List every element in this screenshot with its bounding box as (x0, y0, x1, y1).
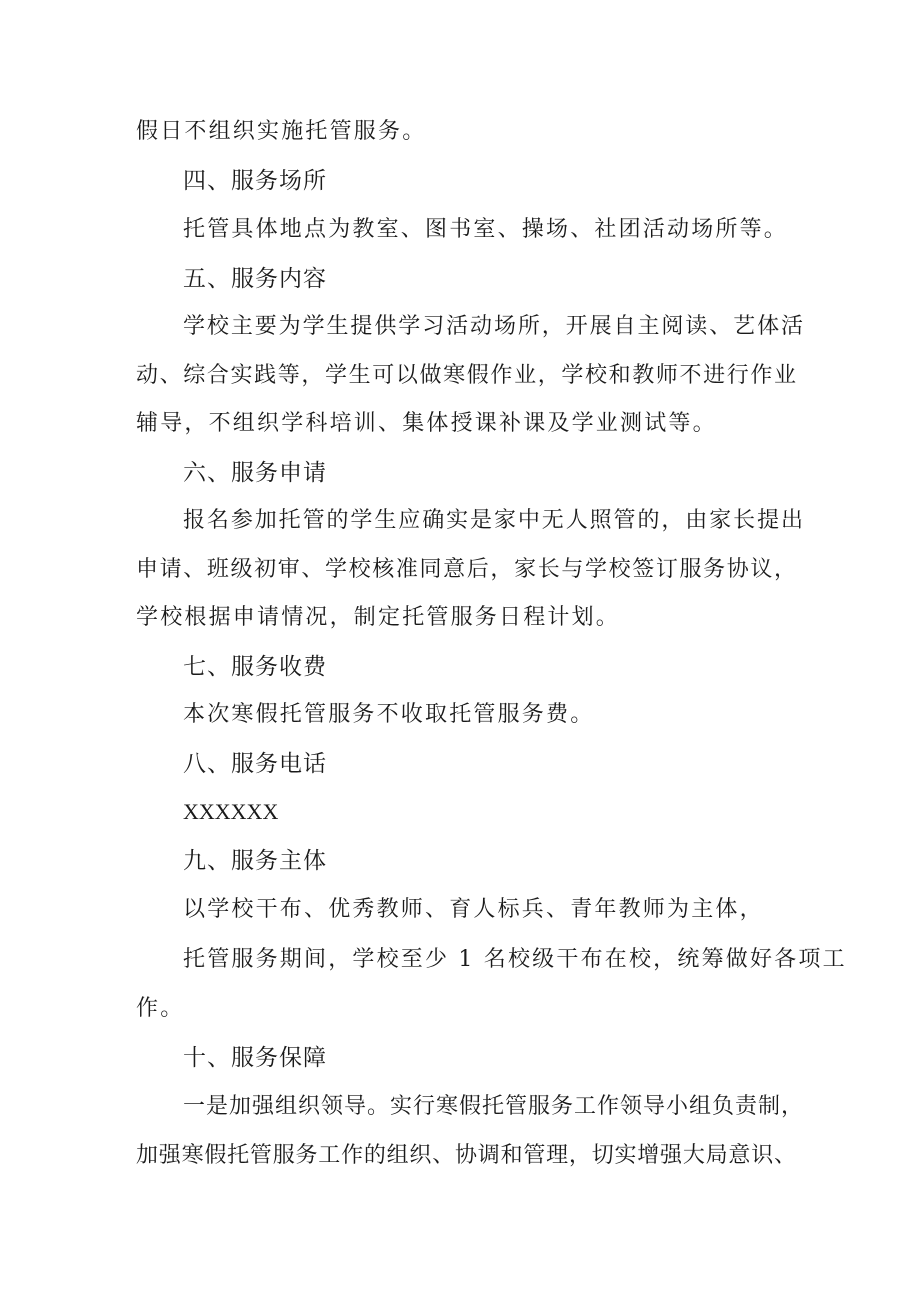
paragraph-line: 学校根据申请情况，制定托管服务日程计划。 (136, 605, 621, 630)
paragraph-line: 一是加强组织领导。实行寒假托管服务工作领导小组负责制， (183, 1094, 803, 1119)
paragraph-line: 辅导，不组织学科培训、集体授课补课及学业测试等。 (136, 411, 717, 436)
paragraph-line: 本次寒假托管服务不收取托管服务费。 (183, 702, 595, 727)
paragraph-line: 假日不组织实施托管服务。 (136, 119, 427, 144)
paragraph-line: 报名参加托管的学生应确实是家中无人照管的，由家长提出 (183, 508, 803, 533)
section-heading-phone: 八、服务电话 (183, 751, 327, 777)
paragraph-line: 动、综合实践等，学生可以做寒假作业，学校和教师不进行作业 (136, 363, 796, 388)
section-heading-application: 六、服务申请 (183, 460, 327, 486)
paragraph-line: 以学校干布、优秀教师、育人标兵、青年教师为主体， (183, 897, 764, 922)
paragraph-line: 申请、班级初审、学校核准同意后，家长与学校签订服务协议， (136, 557, 796, 582)
section-heading-subject: 九、服务主体 (183, 848, 327, 874)
service-phone-number: XXXXXX (183, 799, 279, 824)
paragraph-line: 加强寒假托管服务工作的组织、协调和管理，切实增强大局意识、 (136, 1143, 796, 1168)
section-heading-venue: 四、服务场所 (183, 168, 327, 194)
section-heading-fees: 七、服务收费 (183, 654, 327, 680)
paragraph-line: 托管具体地点为教室、图书室、操场、社团活动场所等。 (183, 217, 789, 242)
section-heading-safeguards: 十、服务保障 (183, 1045, 327, 1071)
paragraph-line: 托管服务期间，学校至少 1 名校级干布在校，统筹做好各项工 (183, 947, 847, 972)
paragraph-line: 学校主要为学生提供学习活动场所，开展自主阅读、艺体活 (183, 314, 803, 339)
section-heading-content: 五、服务内容 (183, 266, 327, 292)
paragraph-line: 作。 (136, 996, 185, 1021)
